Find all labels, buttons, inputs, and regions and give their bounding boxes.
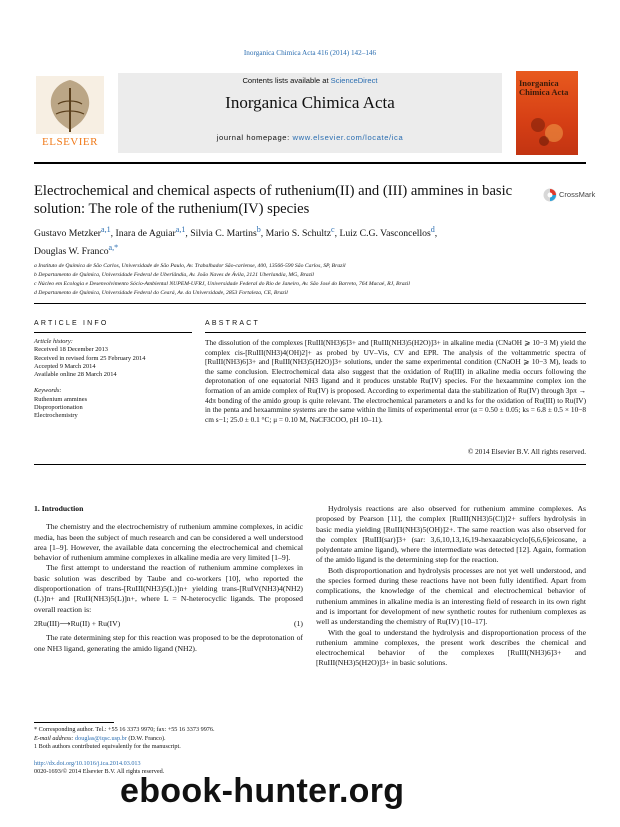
email-note xyxy=(34,735,303,744)
keyword: Disproportionation xyxy=(34,404,83,412)
equation-number: (1) xyxy=(294,618,303,628)
article-title: Electrochemical and chemical aspects of ruthenium(II) and (III) ammines in basic solution: The role of the ruthenium(IV) species xyxy=(34,183,513,217)
cover-art-icon xyxy=(524,111,570,149)
history-label: Article history: xyxy=(34,338,73,345)
article-info-heading: ARTICLE INFO xyxy=(34,320,109,327)
journal-header xyxy=(118,73,502,153)
author-name[interactable]: Douglas W. Franco xyxy=(34,246,109,258)
email-suffix: (D.W. Franco). xyxy=(126,734,166,742)
history-item: Available online 28 March 2014 xyxy=(34,371,117,379)
footnote-rule xyxy=(34,722,114,723)
paragraph: The first attempt to understand the reaction of ruthenium ammine complexes in basic solution was described by Taube and co-workers [10], who reported the disproportionation of trans-[RuIII(NH3)5(L)]n+ yielding trans-[RuIV(NH3)4(NH2)(L)]n+ and [RuII(NH3)5(L)]n+, where L = N-heterocyclic ligands. The proposed overall reaction is: xyxy=(34,563,303,614)
author-name[interactable]: Inara de Aguiar xyxy=(115,228,176,240)
history-item: Received 18 December 2013 xyxy=(34,346,108,354)
publisher-name: ELSEVIER xyxy=(42,136,98,148)
doi-link[interactable]: http://dx.doi.org/10.1016/j.ica.2014.03.013 xyxy=(34,760,141,767)
paragraph: Both disproportionation and hydrolysis processes are not yet well understood, and the species formed during these reactions have not been fully identified. Apart from complications, the knowledge of the chemical and electrochemical behavior of ruthenium ammines in alkaline media is an interesting field of research in its own right and is important for development of new synthetic routes for ruthenium complexes as well as understanding the chemistry of Ru(IV) [10–17]. xyxy=(316,565,586,627)
paragraph: Hydrolysis reactions are also observed for ruthenium ammine complexes. As proposed by Pearson [11], the complex [RuIII(NH3)5(Cl)]2+ suffers hydrolysis in basic media yielding [RuIII(NH3)5(OH)]2+. The same reaction was also observed for the complex [RuIII(sar)]3+ (sar: 3,6,10,13,16,19-hexaazabicyclo[6,6,6]eicosane, a polydentate amine ligand), where the intermediate was detected [12]. Again, formation of the amido ligand is the determining step for the reaction. xyxy=(316,504,586,565)
abstract-rule xyxy=(205,332,586,333)
history-item: Accepted 9 March 2014 xyxy=(34,362,96,370)
homepage-link[interactable]: www.elsevier.com/locate/ica xyxy=(292,133,404,142)
footnotes xyxy=(34,726,303,752)
journal-homepage xyxy=(118,133,502,142)
email-link[interactable]: douglas@iqsc.usp.br xyxy=(75,734,127,742)
section-heading: 1. Introduction xyxy=(34,504,84,513)
crossmark-badge[interactable] xyxy=(543,188,596,202)
author-name[interactable]: Gustavo Metzker xyxy=(34,228,101,240)
crossmark-icon xyxy=(543,188,557,202)
issn-line: 0020-1693/© 2014 Elsevier B.V. All rights reserved. xyxy=(34,768,165,775)
paragraph: The chemistry and the electrochemistry of ruthenium ammine complexes, in acidic media, has been the subject of much research and can be considered a well understood area [1–9]. However, the available data concerning the electrochemical and chemical behavior of ruthenium ammine complexes in alkaline media are very limited [1–9]. xyxy=(34,522,303,563)
abstract-bottom-rule xyxy=(34,464,586,465)
abstract-heading: ABSTRACT xyxy=(205,320,260,327)
author-name[interactable]: Mario S. Schultz xyxy=(265,228,332,240)
journal-cover-image xyxy=(516,71,578,155)
keyword: Ruthenium ammines xyxy=(34,395,88,403)
body-column-right xyxy=(316,504,586,669)
sciencedirect-link[interactable]: ScienceDirect xyxy=(330,76,378,85)
author-name[interactable]: Luiz C.G. Vasconcellos xyxy=(339,228,431,240)
paragraph: With the goal to understand the hydrolysis and disproportionation process of the ruthenium ammine complexes, the present work describes the chemical and electrochemical behavior of the complexes [RuIII(NH3)6]3+ and [RuIII(NH3)5(H2O)]3+ in basic solutions. xyxy=(316,627,586,668)
journal-citation[interactable]: Inorganica Chimica Acta 416 (2014) 142–146 xyxy=(243,49,377,57)
corresponding-author-note: * Corresponding author. Tel.: +55 16 3373 9970; fax: +55 16 3373 9976. xyxy=(34,726,215,733)
email-label: E-mail address: xyxy=(34,734,76,742)
journal-name: Inorganica Chimica Acta xyxy=(225,93,395,112)
header-rule xyxy=(34,162,586,164)
contents-line xyxy=(118,76,502,85)
affiliation: b Departamento de Química, Universidade Federal de Uberlândia, Av. João Naves de Ávila, 2121 Uberlandia, MG, Brazil xyxy=(34,272,315,278)
affiliation-rule xyxy=(34,303,586,304)
keywords-label: Keywords: xyxy=(34,387,62,395)
paragraph: The rate determining step for this reaction was proposed to be the deprotonation of one NH3 ligand, generating the amido ligand (NH2). xyxy=(34,633,303,653)
homepage-prefix: journal homepage: xyxy=(216,133,293,142)
article-info-rule xyxy=(34,332,192,333)
cover-title: Inorganica Chimica Acta xyxy=(519,78,569,97)
author-name[interactable]: Silvia C. Martins xyxy=(190,228,257,240)
contents-prefix: Contents lists available at xyxy=(242,76,331,85)
body-column-left xyxy=(34,504,303,654)
history-item: Received in revised form 25 February 2014 xyxy=(34,354,146,362)
equation xyxy=(34,619,303,629)
affiliation: a Instituto de Química de São Carlos, Universidade de São Paulo, Av. Trabalhador São-carlense, 400, 13566-590 São Carlos, SP, Brazil xyxy=(34,263,346,269)
abstract-copyright: © 2014 Elsevier B.V. All rights reserved. xyxy=(467,448,586,456)
affiliation: d Departamento de Química, Universidade Federal do Ceará, Av. da Universidade, 2853 Fortaleza, CE, Brazil xyxy=(34,290,288,296)
article-info xyxy=(34,338,192,421)
affiliation: c Núcleo em Ecologia e Desenvolvimento Sócio-Ambiental NUPEM-UFRJ, Universidade Federal do Rio de Janeiro, Av. São José do Barreto, 764 Macaé, RJ, Brazil xyxy=(34,281,410,287)
equal-contribution-note: 1 Both authors contributed equivalently for the manuscript. xyxy=(34,743,181,751)
author-list: Gustavo Metzker$^{a,1}$, Inara de Aguiar$^{a,1}$, Silvia C. Martins$^b$, Mario S. Schultz$^c$, Luiz C.G. Vasconcellos$^d$, Douglas W. Franco$^{a,*}$ xyxy=(34,225,438,258)
affiliations xyxy=(34,262,586,298)
abstract-text: The dissolution of the complexes [RuIII(NH3)6]3+ and [RuIII(NH3)5(H2O)]3+ in alkaline media (CNaOH ⩾ 10−3 M) yield the complex cis-[RuIII(NH3)4(OH)2]+ as probed by UV–Vis, CV and EPR. The analysis of the voltammetric spectra of [RuIII(NH3)6]3+ and [RuIII(NH3)5(H2O)]3+ solutions, under the same experimental condition (CNaOH ⩾ 10−3 M), leads to the same conclusion. Electrochemical data also suggest that the oxidation of Ru(III) in alkaline media occurs following the deprotonation of one equatorial NH3 ligand and it produces unstable Ru(IV) species. For the hexaammine complex ion the formation of an amide complex of Ru(IV) is proposed. According to experimental data the stabilization of Ru(IV) through 3pπ → 4dπ bonding of the amido group is quite relevant. The electrochemical parameters α and ks for the oxidation of Ru(III) to Ru(IV) in the penta and hexaammine systems are the same within the limits of experimental error (α = 0.50 ± 0.05; ks = 6.8 ± 0.5 × 10−8 cm s−1; 25.0 ± 0.1 °C; μ = 0.10 M, NaCF3COO, pH 10–11). xyxy=(205,338,586,424)
watermark-text: ebook-hunter.org xyxy=(120,772,405,810)
crossmark-label: CrossMark xyxy=(559,190,596,199)
keyword: Electrochemistry xyxy=(34,412,78,420)
equation-body: 2Ru(III)⟶Ru(II) + Ru(IV) xyxy=(34,618,121,628)
